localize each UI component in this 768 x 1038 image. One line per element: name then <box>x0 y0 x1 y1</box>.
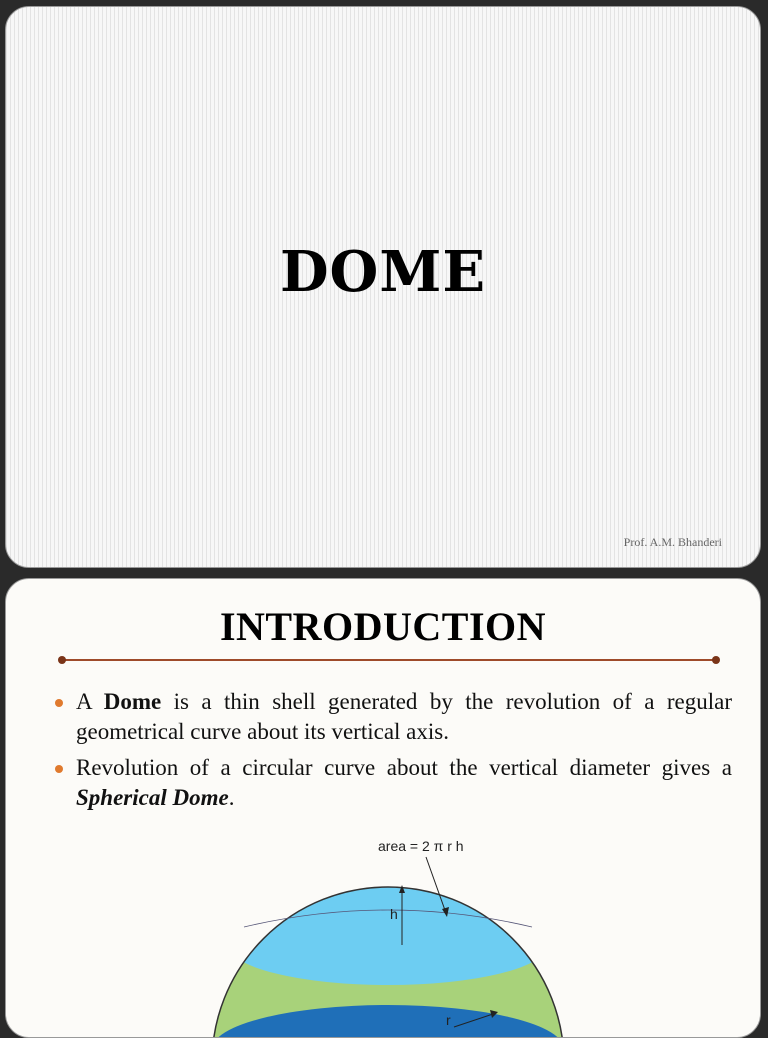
slide-title: DOME <box>279 239 486 305</box>
slide-footer-author: Prof. A.M. Bhanderi <box>623 535 722 549</box>
bullet-item-dome-definition <box>52 687 732 747</box>
bullet-list <box>52 687 732 819</box>
bullet-text-prefix: Revolution of a circular curve about the vertical diameter gives a <box>76 755 732 780</box>
h-label: h <box>390 906 398 922</box>
bullet-text-prefix: A <box>76 689 104 714</box>
divider-end-left <box>58 656 66 664</box>
bullet-term-spherical-dome: Spherical Dome <box>76 785 229 810</box>
bullet-text-suffix: . <box>228 785 235 810</box>
bullet-term-dome: Dome <box>103 689 162 714</box>
title-slide <box>5 6 761 568</box>
cap-base-ellipse <box>228 905 548 985</box>
bullet-item-spherical-dome <box>52 753 732 813</box>
area-label: area = 2 π r h <box>378 838 464 854</box>
bullet-dot-icon <box>55 699 63 707</box>
section-title: INTRODUCTION <box>219 604 547 649</box>
r-label: r <box>446 1012 451 1028</box>
introduction-slide <box>5 578 761 1038</box>
divider-end-right <box>712 656 720 664</box>
bullet-dot-icon <box>55 765 63 773</box>
bullet-text-suffix: is a thin shell generated by the revolution of a regular geometrical curve about its vertical axis. <box>76 689 732 744</box>
title-divider <box>60 659 718 661</box>
spherical-cap-diagram <box>206 823 566 1038</box>
